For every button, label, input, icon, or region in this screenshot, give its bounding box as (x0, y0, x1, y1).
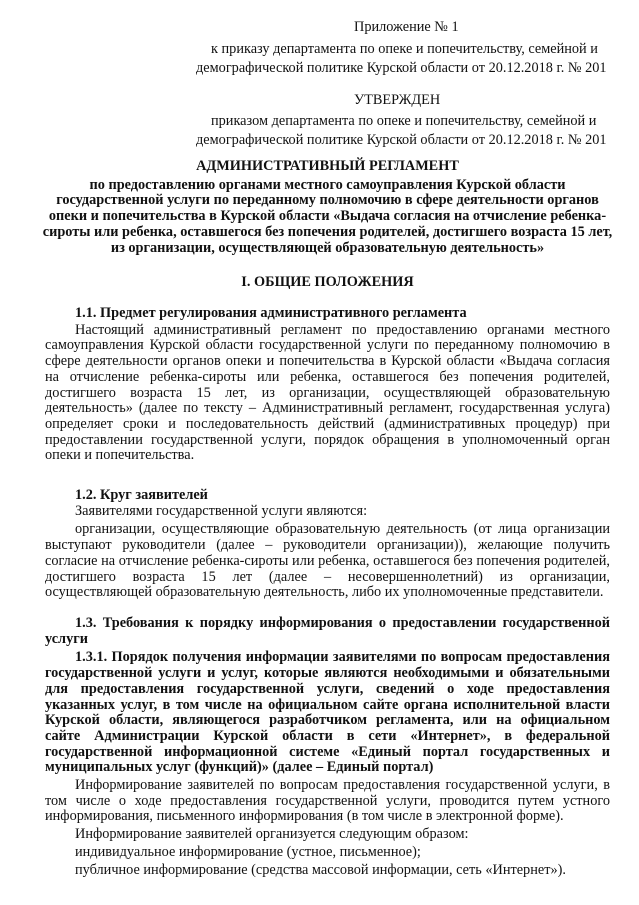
section-1-heading: I. ОБЩИЕ ПОЛОЖЕНИЯ (241, 274, 414, 290)
section-1-2-intro: Заявителями государственной услуги являются: (75, 502, 368, 519)
section-1-3-heading: 1.3. Требования к порядку информирования о предоставлении государственной услуги (45, 615, 610, 647)
title-line-1: по предоставлению органами местного самоуправления Курской области (89, 176, 566, 193)
section-1-2-text: организации, осуществляющие образовательную деятельность (от лица организации выступают руководители (далее – руководители организации)), желающие получить согласие на отчисление ребенка-сироты или ребенка, оставшегося без попечения родителей, достигшего возраста 15 лет (далее – несовершеннолетний) из организации, осуществляющей образовательную деятельность, либо их уполномоченные представители. (45, 521, 610, 601)
section-1-3 (45, 616, 610, 878)
section-1-3-1-org: Информирование заявителей организуется следующим образом: (75, 826, 469, 843)
approved-line-2: приказом департамента по опеке и попечительству, семейной и (211, 113, 597, 129)
appendix-line-2: к приказу департамента по опеке и попечительству, семейной и (211, 41, 598, 57)
regulation-title: АДМИНИСТРАТИВНЫЙ РЕГЛАМЕНТ (196, 158, 459, 174)
section-1-3-1-item-2: публичное информирование (средства массовой информации, сеть «Интернет»). (75, 861, 566, 878)
appendix-title: Приложение № 1 (354, 19, 459, 35)
section-1-3-1-heading: 1.3.1. Порядок получения информации заявителями по вопросам предоставления государственной услуги и услуг, которые являются необходимыми и обязательными для предоставления государственной услуги, сведений о ходе предоставления указанных услуг, в том числе на официальном сайте органа исполнительной власти Курской области, являющегося разработчиком регламента, или на официальном сайте Администрации Курской области в сети «Интернет», в федеральной государственной информационной системе «Единый портал государственных и муниципальных услуг (функций)» (далее – Единый портал) (45, 649, 610, 776)
section-1-3-1-text: Информирование заявителей по вопросам предоставления государственной услуги, в том числе о ходе предоставления государственной услуги, проводится путем устного информирования, письменного информирования (в том числе в электронной форме). (45, 777, 610, 825)
title-line-5: из организации, осуществляющей образовательную деятельность» (110, 239, 545, 256)
section-1-1 (45, 306, 610, 464)
approved-title: УТВЕРЖДЕН (354, 92, 441, 108)
section-1-heading-wrap (45, 275, 610, 291)
regulation-title-block (40, 159, 615, 256)
approved-line-3: демографической политике Курской области от 20.12.2018 г. № 201 (196, 132, 607, 148)
section-1-1-text: Настоящий административный регламент по предоставлению органами местного самоуправления Курской области государственной услуги по переданному полномочию в сфере деятельности органов опеки и попечительства в Курской области «Выдача согласия на отчисление ребенка-сироты или ребенка, оставшегося без попечения родителей, достигшего возраста 15 лет, из организации, осуществляющей образовательную деятельность» (далее по тексту – Административный регламент, государственная услуга) определяет сроки и последовательность действий (административных процедур) при предоставлении государственной услуги, порядок обращения в уполномоченный орган опеки и попечительства. (45, 321, 610, 464)
title-line-3: опеки и попечительства в Курской области «Выдача согласия на отчисление ребенка- (48, 208, 607, 225)
section-1-3-1-item-1: индивидуальное информирование (устное, письменное); (75, 843, 421, 860)
title-line-2: государственной услуги по переданному полномочию в сфере деятельности органов (56, 192, 599, 209)
section-1-1-heading: 1.1. Предмет регулирования административного регламента (75, 305, 467, 321)
section-1-2-heading: 1.2. Круг заявителей (75, 487, 208, 503)
appendix-line-3: демографической политике Курской области от 20.12.2018 г. № 201 (196, 60, 607, 76)
section-1-2 (45, 488, 610, 601)
title-line-4: сироты или ребенка, оставшегося без попечения родителей, достигшего возраста 15 лет, (42, 223, 613, 240)
